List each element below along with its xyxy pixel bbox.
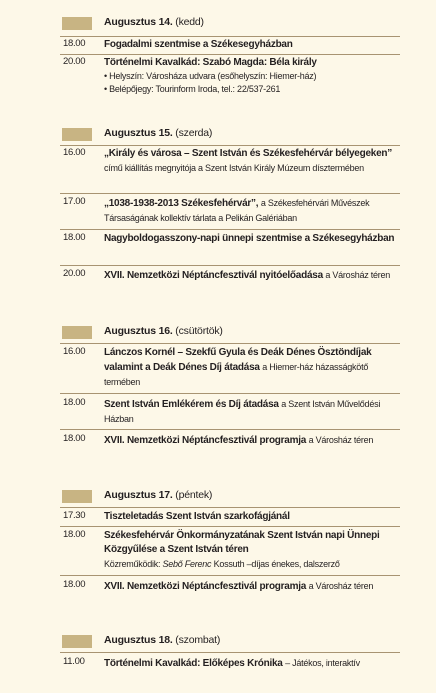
- event-time: 17.30: [63, 510, 86, 521]
- event-note: Közreműködik: Sebő Ferenc Kossuth –díjas énekes, dalszerző: [104, 559, 340, 569]
- event-detail: a Hiemer-ház házasságkötő termében: [104, 362, 369, 387]
- event-title: Történelmi Kavalkád: Szabó Magda: Béla király: [104, 57, 317, 68]
- event-detail: a Városház téren: [308, 435, 374, 445]
- event-body: [104, 397, 404, 427]
- event-time: 20.00: [63, 56, 86, 67]
- day-header: [0, 125, 436, 143]
- day-header: [0, 323, 436, 341]
- event-title: XVII. Nemzetközi Néptáncfesztivál programja: [104, 435, 307, 446]
- event-body: [104, 268, 404, 283]
- divider: [60, 145, 400, 146]
- divider: [60, 265, 400, 266]
- event-body: [104, 510, 404, 524]
- event-body: [104, 529, 404, 571]
- event-bullet: • Helyszín: Városháza udvara (esőhelyszín: Hiemer-ház): [104, 71, 317, 81]
- event-time: 16.00: [63, 147, 86, 158]
- event-time: 18.00: [63, 579, 86, 590]
- event-body: [104, 56, 404, 96]
- date-marker: [62, 635, 92, 648]
- event-body: [104, 38, 404, 52]
- date-marker: [62, 17, 92, 30]
- divider: [60, 575, 400, 576]
- event-body: [104, 433, 404, 448]
- event-detail: a Városház téren: [308, 581, 374, 591]
- event-body: [104, 346, 404, 390]
- event-body: [104, 147, 404, 176]
- day-header: [0, 487, 436, 505]
- event-title: „1038-1938-2013 Székesfehérvár”,: [104, 198, 259, 209]
- event-time: 11.00: [63, 656, 85, 667]
- event-title: „Király és városa – Szent István és Székesfehérvár bélyegeken”: [104, 148, 393, 159]
- event-time: 17.00: [63, 196, 86, 207]
- event-title: Lánczos Kornél – Szekfű Gyula és Deák Dénes Ösztöndíjak valamint a Deák Dénes Díj átadása: [104, 347, 372, 373]
- day-august-14: [0, 14, 436, 94]
- date-marker: [62, 490, 92, 503]
- divider: [60, 393, 400, 394]
- event-title: XVII. Nemzetközi Néptáncfesztivál programja: [104, 581, 307, 592]
- event-time: 20.00: [63, 268, 86, 279]
- event-title: Szent István Emlékérem és Díj átadása: [104, 399, 279, 410]
- divider: [60, 507, 400, 508]
- event-time: 18.00: [63, 38, 86, 49]
- divider: [60, 229, 400, 230]
- event-title: Történelmi Kavalkád: Előképes Krónika: [104, 658, 283, 669]
- event-title: Nagyboldogasszony-napi ünnepi szentmise a Székesegyházban: [104, 233, 395, 244]
- date-marker: [62, 128, 92, 141]
- divider: [60, 429, 400, 430]
- event-title: Székesfehérvár Önkormányzatának Szent István napi Ünnepi Közgyűlése a Szent István téren: [104, 530, 380, 555]
- performer-name: Sebő Ferenc: [162, 559, 212, 569]
- event-title: Tiszteletadás Szent István szarkofágjánál: [104, 511, 290, 522]
- divider: [60, 193, 400, 194]
- event-time: 18.00: [63, 433, 86, 444]
- event-detail: a Városház téren: [325, 270, 390, 280]
- day-header: [0, 632, 436, 650]
- divider: [60, 526, 400, 527]
- day-date: Augusztus 17. (péntek): [104, 489, 213, 501]
- event-title: XVII. Nemzetközi Néptáncfesztivál nyitóelőadása: [104, 270, 323, 281]
- divider: [60, 36, 400, 37]
- event-detail: a Székesfehérvári Művészek Társaságának kollektív tárlata a Pelikán Galériában: [104, 198, 370, 223]
- day-date: Augusztus 18. (szombat): [104, 634, 221, 646]
- divider: [60, 343, 400, 344]
- divider: [60, 54, 400, 55]
- event-time: 16.00: [63, 346, 86, 357]
- day-header: [0, 14, 436, 32]
- day-august-18: [0, 632, 436, 669]
- event-body: [104, 196, 404, 226]
- day-date: Augusztus 16. (csütörtök): [104, 325, 223, 337]
- event-detail: című kiállítás megnyitója a Szent István Király Múzeum dísztermében: [104, 163, 364, 173]
- event-time: 18.00: [63, 232, 86, 243]
- day-august-17: [0, 487, 436, 592]
- event-time: 18.00: [63, 397, 86, 408]
- event-body: [104, 232, 404, 246]
- day-august-15: [0, 125, 436, 281]
- event-detail: a Szent István Művelődési Házban: [104, 399, 381, 424]
- day-august-16: [0, 323, 436, 446]
- day-date: Augusztus 14. (kedd): [104, 16, 204, 28]
- event-title: Fogadalmi szentmise a Székesegyházban: [104, 39, 293, 50]
- day-date: Augusztus 15. (szerda): [104, 127, 213, 139]
- event-bullet: • Belépőjegy: Tourinform Iroda, tel.: 22/537-261: [104, 84, 281, 94]
- event-time: 18.00: [63, 529, 86, 540]
- divider: [60, 652, 400, 653]
- event-body: [104, 579, 404, 594]
- event-detail: – Játékos, interaktív: [285, 658, 360, 668]
- date-marker: [62, 326, 92, 339]
- event-body: [104, 656, 404, 671]
